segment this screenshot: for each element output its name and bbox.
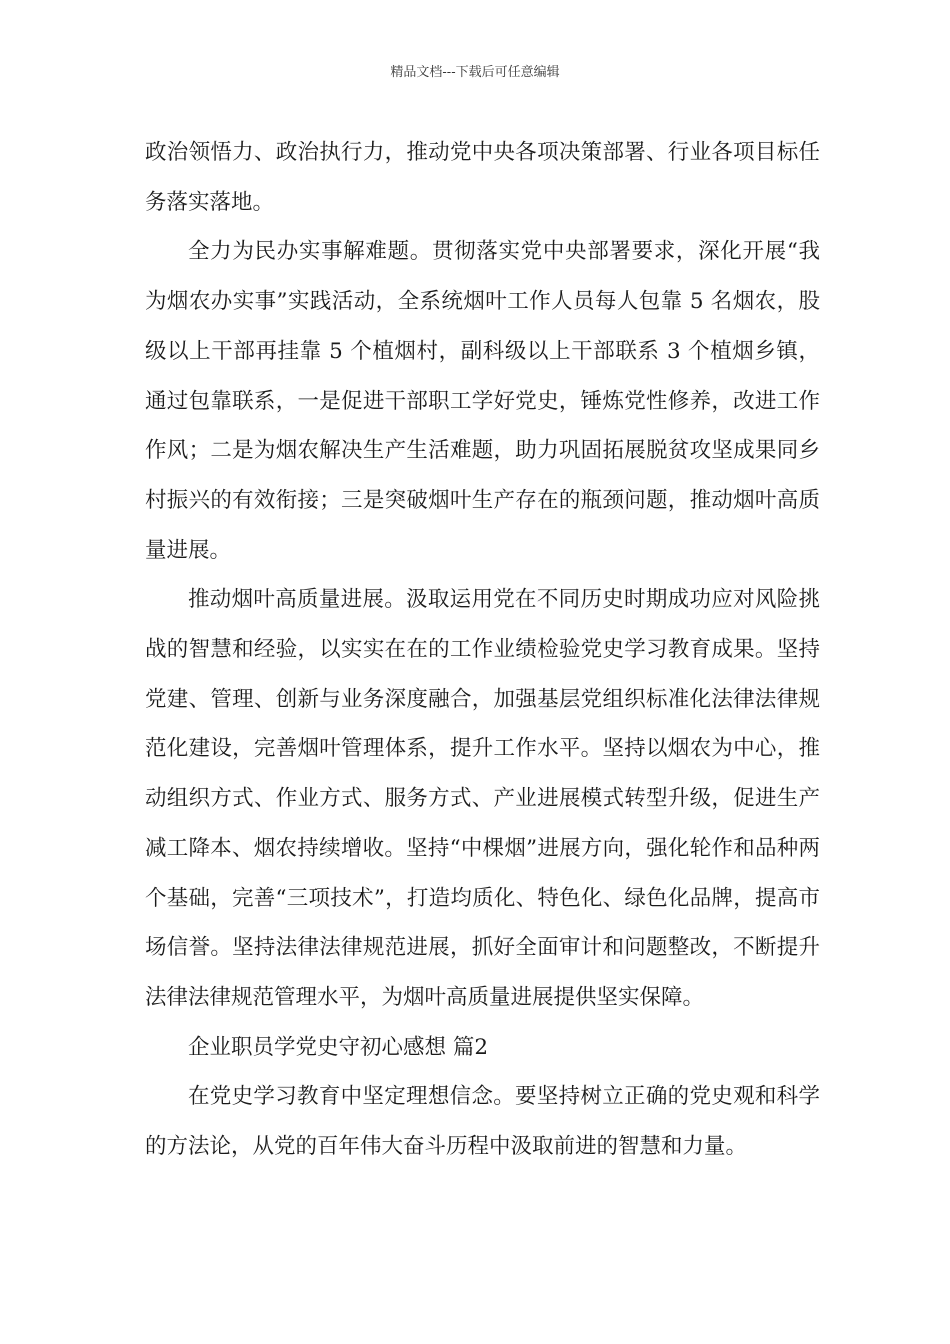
document-body — [145, 128, 820, 1172]
paragraph-ideals-beliefs: 在党史学习教育中坚定理想信念。要坚持树立正确的党史观和科学的方法论，从党的百年伟大奋斗历程中汲取前进的智慧和力量。 — [145, 1084, 820, 1160]
paragraph-practical-affairs: 全力为民办实事解难题。贯彻落实党中央部署要求，深化开展“我为烟农办实事”实践活动，全系统烟叶工作人员每人包靠 5 名烟农，股级以上干部再挂靠 5 个植烟村，副科级以上干部联系 3 个植烟乡镇，通过包靠联系，一是促进干部职工学好党史，锤炼党性修养，改进工作作风；二是为烟农解决生产生活难题，助力巩固拓展脱贫攻坚成果同乡村振兴的有效衔接；三是突破烟叶生产存在的瓶颈问题，推动烟叶高质量进展。 — [145, 239, 820, 563]
paragraph-tobacco-development: 推动烟叶高质量进展。汲取运用党在不同历史时期成功应对风险挑战的智慧和经验，以实实在在的工作业绩检验党史学习教育成果。坚持党建、管理、创新与业务深度融合，加强基层党组织标准化法律法律规范化建设，完善烟叶管理体系，提升工作水平。坚持以烟农为中心，推动组织方式、作业方式、服务方式、产业进展模式转型升级，促进生产减工降本、烟农持续增收。坚持“中棵烟”进展方向，强化轮作和品种两个基础，完善“三项技术”，打造均质化、特色化、绿色化品牌，提高市场信誉。坚持法律法律规范进展，抓好全面审计和问题整改，不断提升法律法律规范管理水平，为烟叶高质量进展提供坚实保障。 — [145, 587, 820, 1010]
page-header: 精品文档---下载后可任意编辑 — [390, 65, 560, 80]
section-heading: 企业职员学党史守初心感想 篇2 — [188, 1034, 489, 1060]
paragraph-continuation: 政治领悟力、政治执行力，推动党中央各项决策部署、行业各项目标任务落实落地。 — [145, 140, 820, 215]
